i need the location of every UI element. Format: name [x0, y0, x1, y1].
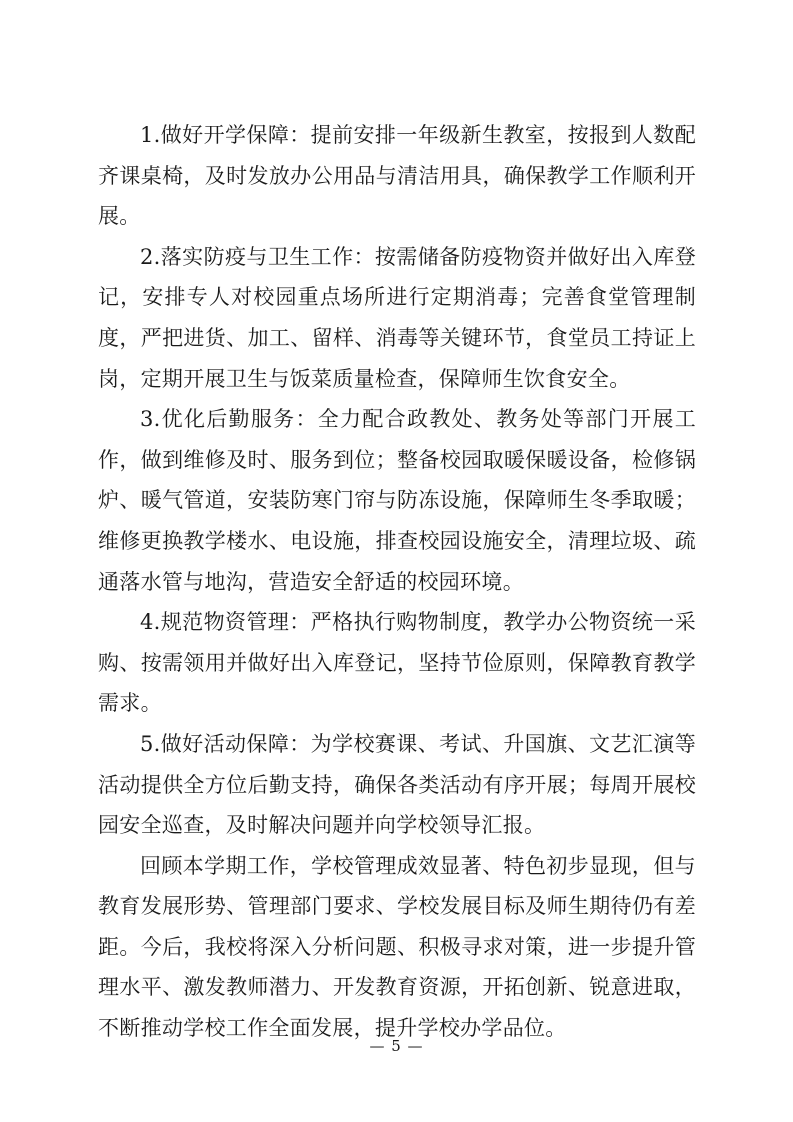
- paragraph-item-1: 1.做好开学保障：提前安排一年级新生教室，按报到人数配齐课桌椅，及时发放办公用品与清洁用具，确保教学工作顺利开展。: [98, 123, 696, 229]
- paragraph-item-5: 5.做好活动保障：为学校赛课、考试、升国旗、文艺汇演等活动提供全方位后勤支持，确保各类活动有序开展；每周开展校园安全巡查，及时解决问题并向学校领导汇报。: [98, 731, 696, 838]
- paragraph-item-4: 4.规范物资管理：严格执行购物制度，教学办公物资统一采购、按需领用并做好出入库登记，坚持节俭原则，保障教育教学需求。: [98, 610, 696, 716]
- paragraph-item-2: 2.落实防疫与卫生工作：按需储备防疫物资并做好出入库登记，安排专人对校园重点场所进行定期消毒；完善食堂管理制度，严把进货、加工、留样、消毒等关键环节，食堂员工持证上岗，定期开展卫生与饭菜质量检查，保障师生饮食安全。: [98, 244, 696, 391]
- document-body: [98, 115, 696, 1049]
- paragraph-item-3: 3.优化后勤服务：全力配合政教处、教务处等部门开展工作，做到维修及时、服务到位；整备校园取暖保暖设备，检修锅炉、暖气管道，安装防寒门帘与防冻设施，保障师生冬季取暖；维修更换教学楼水、电设施，排查校园设施安全，清理垃圾、疏通落水管与地沟，营造安全舒适的校园环境。: [98, 407, 696, 594]
- paragraph-conclusion: 回顾本学期工作，学校管理成效显著、特色初步显现，但与教育发展形势、管理部门要求、学校发展目标及师生期待仍有差距。今后，我校将深入分析问题、积极寻求对策，进一步提升管理水平、激发教师潜力、开发教育资源，开拓创新、锐意进取，不断推动学校工作全面发展，提升学校办学品位。: [98, 853, 696, 1041]
- page-number: — 5 —: [369, 1037, 424, 1055]
